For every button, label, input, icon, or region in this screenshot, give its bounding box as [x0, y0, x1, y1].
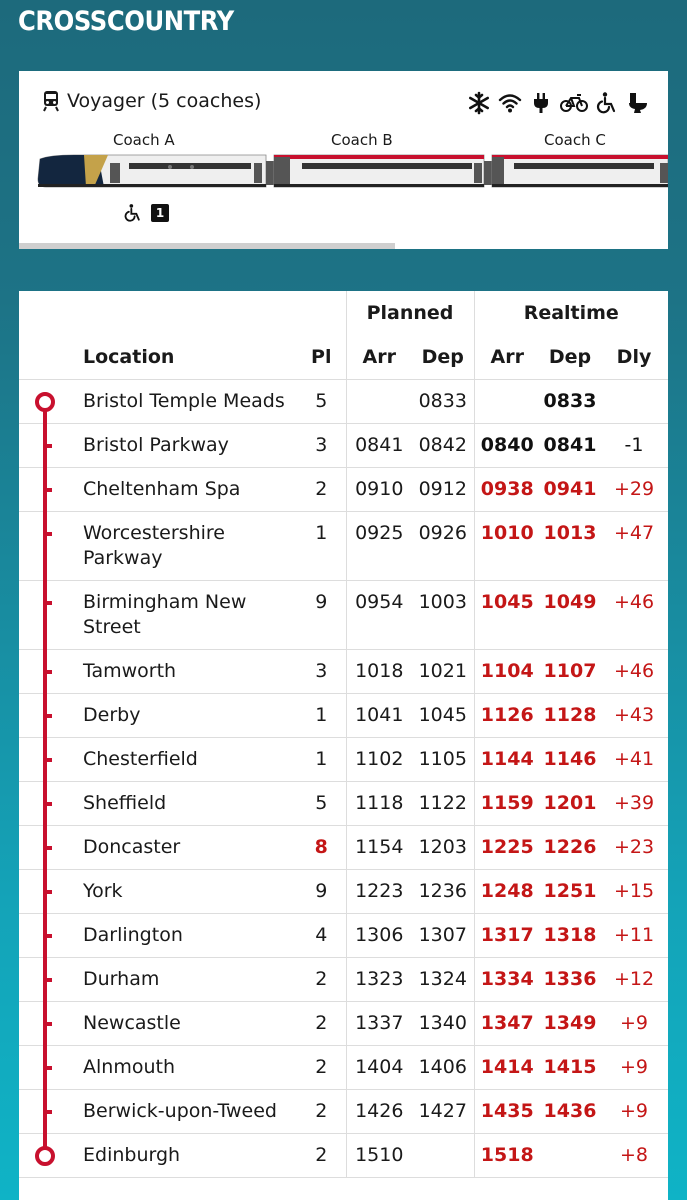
coach-b-graphic [274, 155, 484, 187]
planned-arrival: 1018 [346, 649, 412, 693]
realtime-departure: 0841 [540, 423, 600, 467]
realtime-departure: 0941 [540, 467, 600, 511]
realtime-arrival [474, 379, 540, 423]
location-column-header: Location [71, 334, 297, 379]
first-class-badge: 1 [151, 204, 169, 222]
calling-point-row[interactable] [19, 957, 668, 1001]
station-name: Durham [71, 957, 297, 1001]
calling-point-row[interactable] [19, 467, 668, 511]
route-rail [19, 782, 71, 826]
route-rail [19, 1002, 71, 1046]
platform: 8 [297, 825, 346, 869]
train-icon [41, 90, 61, 112]
calling-point-row[interactable] [19, 511, 668, 580]
station-name: Derby [71, 693, 297, 737]
coach-a-graphic [38, 155, 266, 187]
planned-departure: 0833 [412, 379, 474, 423]
platform: 2 [297, 467, 346, 511]
realtime-departure: 1201 [540, 781, 600, 825]
calling-points-body [19, 379, 668, 1177]
planned-departure: 1122 [412, 781, 474, 825]
calling-points-table [19, 291, 668, 1178]
route-marker [19, 1001, 71, 1045]
route-marker [19, 580, 71, 649]
intermediate-stop-marker [45, 1066, 52, 1070]
planned-departure: 1021 [412, 649, 474, 693]
planned-arrival: 0910 [346, 467, 412, 511]
station-name: Bristol Parkway [71, 423, 297, 467]
realtime-arrival: 1248 [474, 869, 540, 913]
planned-departure: 0912 [412, 467, 474, 511]
planned-departure: 1203 [412, 825, 474, 869]
route-rail [19, 1046, 71, 1090]
platform: 5 [297, 781, 346, 825]
realtime-arrival: 1334 [474, 957, 540, 1001]
planned-departure: 1427 [412, 1089, 474, 1133]
route-marker [19, 649, 71, 693]
planned-arr-header: Arr [346, 334, 412, 379]
realtime-departure: 1251 [540, 869, 600, 913]
station-name: Doncaster [71, 825, 297, 869]
amenities [467, 91, 650, 115]
station-name: Alnmouth [71, 1045, 297, 1089]
planned-departure: 1307 [412, 913, 474, 957]
delay: +9 [600, 1089, 668, 1133]
coach-c-graphic [492, 155, 668, 187]
platform: 2 [297, 1045, 346, 1089]
calling-point-row[interactable] [19, 1045, 668, 1089]
calling-point-row[interactable] [19, 781, 668, 825]
delay: +41 [600, 737, 668, 781]
horizontal-scrollbar[interactable] [19, 243, 395, 249]
planned-departure: 1236 [412, 869, 474, 913]
planned-departure: 1324 [412, 957, 474, 1001]
calling-point-row[interactable] [19, 423, 668, 467]
planned-departure: 1045 [412, 693, 474, 737]
station-name: Worcestershire Parkway [71, 511, 297, 580]
planned-departure: 0842 [412, 423, 474, 467]
platform: 2 [297, 957, 346, 1001]
realtime-arrival: 1045 [474, 580, 540, 649]
route-marker [19, 1089, 71, 1133]
power-plug-icon [529, 91, 553, 115]
planned-arrival: 0841 [346, 423, 412, 467]
realtime-departure: 1107 [540, 649, 600, 693]
table-column-header-row [19, 334, 668, 379]
station-name: Newcastle [71, 1001, 297, 1045]
realtime-departure: 1336 [540, 957, 600, 1001]
operator-title: CROSSCOUNTRY [18, 6, 234, 37]
delay: +43 [600, 693, 668, 737]
realtime-arrival: 0840 [474, 423, 540, 467]
planned-arrival: 1154 [346, 825, 412, 869]
route-marker [19, 869, 71, 913]
wheelchair-icon [123, 203, 143, 223]
realtime-departure: 1436 [540, 1089, 600, 1133]
planned-arrival: 1223 [346, 869, 412, 913]
station-name: Sheffield [71, 781, 297, 825]
route-marker [19, 825, 71, 869]
planned-dep-header: Dep [412, 334, 474, 379]
toilet-icon [626, 91, 650, 115]
route-rail [19, 468, 71, 512]
coach-b-label: Coach B [331, 131, 393, 149]
station-name: Darlington [71, 913, 297, 957]
realtime-departure [540, 1133, 600, 1177]
planned-header: Planned [346, 291, 474, 334]
realtime-arrival: 1435 [474, 1089, 540, 1133]
calling-point-row[interactable] [19, 737, 668, 781]
intermediate-stop-marker [45, 444, 52, 448]
platform: 2 [297, 1133, 346, 1177]
delay [600, 379, 668, 423]
realtime-arrival: 0938 [474, 467, 540, 511]
planned-departure: 0926 [412, 511, 474, 580]
delay: +15 [600, 869, 668, 913]
realtime-departure: 1146 [540, 737, 600, 781]
intermediate-stop-marker [45, 846, 52, 850]
delay: +23 [600, 825, 668, 869]
calling-point-row[interactable] [19, 1001, 668, 1045]
calling-point-row[interactable] [19, 580, 668, 649]
intermediate-stop-marker [45, 670, 52, 674]
route-marker [19, 467, 71, 511]
realtime-departure: 1128 [540, 693, 600, 737]
planned-arrival: 0925 [346, 511, 412, 580]
platform: 1 [297, 693, 346, 737]
station-name: Berwick-upon-Tweed [71, 1089, 297, 1133]
delay: +39 [600, 781, 668, 825]
terminal-stop-marker [37, 394, 53, 410]
coach-c-label: Coach C [544, 131, 606, 149]
planned-arrival: 1510 [346, 1133, 412, 1177]
calling-point-row[interactable] [19, 1089, 668, 1133]
coach-a-label: Coach A [113, 131, 175, 149]
intermediate-stop-marker [45, 802, 52, 806]
realtime-arrival: 1225 [474, 825, 540, 869]
realtime-departure: 1049 [540, 580, 600, 649]
planned-departure: 1406 [412, 1045, 474, 1089]
realtime-arrival: 1159 [474, 781, 540, 825]
calling-point-row[interactable] [19, 913, 668, 957]
calling-points-card [19, 291, 668, 1200]
calling-point-row[interactable] [19, 693, 668, 737]
intermediate-stop-marker [45, 714, 52, 718]
delay: +12 [600, 957, 668, 1001]
intermediate-stop-marker [45, 1022, 52, 1026]
platform: 1 [297, 737, 346, 781]
planned-arrival: 1337 [346, 1001, 412, 1045]
platform: 3 [297, 649, 346, 693]
bicycle-icon [560, 91, 588, 115]
realtime-arrival: 1126 [474, 693, 540, 737]
planned-arrival: 1426 [346, 1089, 412, 1133]
planned-departure [412, 1133, 474, 1177]
route-marker [19, 379, 71, 423]
realtime-departure: 0833 [540, 379, 600, 423]
delay: -1 [600, 423, 668, 467]
route-rail [19, 826, 71, 870]
realtime-arrival: 1347 [474, 1001, 540, 1045]
route-marker [19, 913, 71, 957]
planned-arrival: 1102 [346, 737, 412, 781]
platform: 2 [297, 1089, 346, 1133]
intermediate-stop-marker [45, 890, 52, 894]
realtime-arrival: 1518 [474, 1133, 540, 1177]
planned-arrival: 1041 [346, 693, 412, 737]
route-rail [19, 1090, 71, 1134]
delay: +8 [600, 1133, 668, 1177]
planned-departure: 1003 [412, 580, 474, 649]
planned-arrival [346, 379, 412, 423]
route-rail [19, 958, 71, 1002]
route-marker [19, 957, 71, 1001]
platform-column-header: Pl [297, 334, 346, 379]
platform: 2 [297, 1001, 346, 1045]
station-name: Chesterfield [71, 737, 297, 781]
delay: +9 [600, 1045, 668, 1089]
station-name: Cheltenham Spa [71, 467, 297, 511]
delay: +46 [600, 649, 668, 693]
calling-point-row[interactable] [19, 379, 668, 423]
route-rail [19, 512, 71, 581]
calling-point-row[interactable] [19, 649, 668, 693]
delay: +47 [600, 511, 668, 580]
route-marker [19, 781, 71, 825]
delay: +9 [600, 1001, 668, 1045]
route-marker [19, 511, 71, 580]
delay: +46 [600, 580, 668, 649]
route-rail [19, 870, 71, 914]
planned-arrival: 1404 [346, 1045, 412, 1089]
platform: 1 [297, 511, 346, 580]
route-marker [19, 737, 71, 781]
route-marker [19, 1045, 71, 1089]
station-name: Tamworth [71, 649, 297, 693]
planned-arrival: 1323 [346, 957, 412, 1001]
station-name: Edinburgh [71, 1133, 297, 1177]
realtime-departure: 1013 [540, 511, 600, 580]
intermediate-stop-marker [45, 934, 52, 938]
train-name-text: Voyager (5 coaches) [67, 90, 262, 112]
station-name: Bristol Temple Meads [71, 379, 297, 423]
intermediate-stop-marker [45, 532, 52, 536]
calling-point-row[interactable] [19, 869, 668, 913]
intermediate-stop-marker [45, 601, 52, 605]
route-rail [19, 914, 71, 958]
realtime-arrival: 1317 [474, 913, 540, 957]
realtime-header: Realtime [474, 291, 668, 334]
train-diagram [34, 153, 668, 193]
realtime-arrival: 1104 [474, 649, 540, 693]
planned-departure: 1340 [412, 1001, 474, 1045]
platform: 9 [297, 869, 346, 913]
route-rail [19, 694, 71, 738]
delay-column-header: Dly [600, 334, 668, 379]
realtime-arrival: 1010 [474, 511, 540, 580]
table-group-header-row [19, 291, 668, 334]
delay: +29 [600, 467, 668, 511]
train-formation-card [19, 71, 668, 249]
platform: 5 [297, 379, 346, 423]
route-rail [19, 424, 71, 468]
wheelchair-icon [595, 91, 619, 115]
terminal-stop-marker [37, 1148, 53, 1164]
wifi-icon [498, 91, 522, 115]
intermediate-stop-marker [45, 758, 52, 762]
coach-a-facilities [123, 203, 169, 223]
platform: 3 [297, 423, 346, 467]
realtime-arrival: 1414 [474, 1045, 540, 1089]
route-rail [19, 650, 71, 694]
planned-arrival: 1118 [346, 781, 412, 825]
route-rail [19, 380, 71, 424]
station-name: Birmingham New Street [71, 580, 297, 649]
intermediate-stop-marker [45, 978, 52, 982]
route-rail [19, 738, 71, 782]
route-marker [19, 693, 71, 737]
platform: 4 [297, 913, 346, 957]
platform: 9 [297, 580, 346, 649]
planned-departure: 1105 [412, 737, 474, 781]
station-name: York [71, 869, 297, 913]
route-marker [19, 423, 71, 467]
realtime-departure: 1415 [540, 1045, 600, 1089]
realtime-departure: 1226 [540, 825, 600, 869]
route-marker [19, 1133, 71, 1177]
planned-arrival: 0954 [346, 580, 412, 649]
realtime-dep-header: Dep [540, 334, 600, 379]
realtime-departure: 1318 [540, 913, 600, 957]
realtime-arrival: 1144 [474, 737, 540, 781]
route-rail [19, 581, 71, 650]
intermediate-stop-marker [45, 1110, 52, 1114]
realtime-arr-header: Arr [474, 334, 540, 379]
route-rail [19, 1134, 71, 1178]
delay: +11 [600, 913, 668, 957]
intermediate-stop-marker [45, 488, 52, 492]
snowflake-icon [467, 91, 491, 115]
planned-arrival: 1306 [346, 913, 412, 957]
calling-point-row[interactable] [19, 825, 668, 869]
realtime-departure: 1349 [540, 1001, 600, 1045]
train-name [41, 90, 261, 112]
calling-point-row[interactable] [19, 1133, 668, 1177]
